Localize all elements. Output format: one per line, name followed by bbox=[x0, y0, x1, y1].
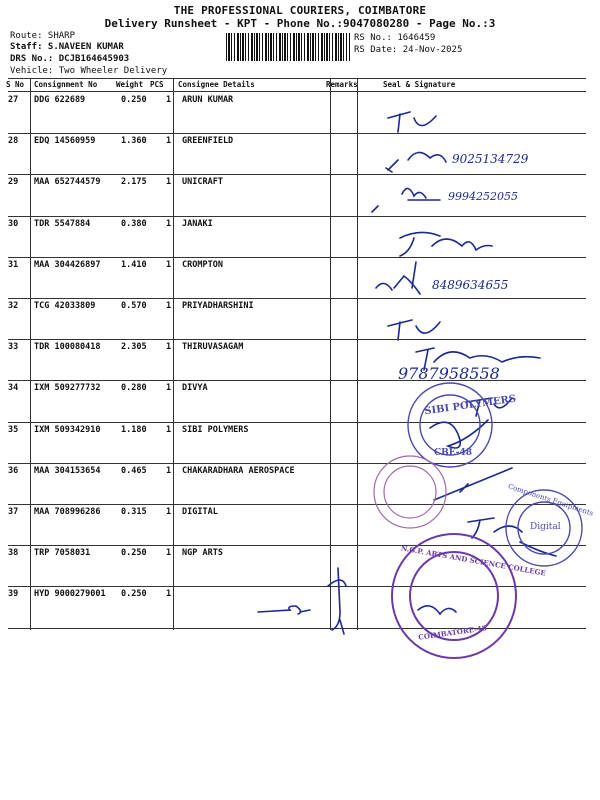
signature-38 bbox=[328, 568, 346, 634]
row-weight: 0.280 bbox=[121, 383, 147, 394]
row-consignment: IXM 509277732 bbox=[34, 383, 101, 394]
row-pcs: 1 bbox=[166, 95, 172, 105]
row-pcs: 1 bbox=[166, 507, 172, 517]
row-sno: 32 bbox=[8, 301, 19, 311]
row-pcs: 1 bbox=[166, 383, 172, 394]
row-weight: 0.465 bbox=[121, 465, 147, 476]
row-pcs: 1 bbox=[166, 465, 172, 476]
row-consignment: HYD 9000279001 bbox=[34, 589, 106, 600]
row-sno: 27 bbox=[8, 95, 19, 105]
col-consignment: Consignment No bbox=[34, 80, 98, 89]
signature-29 bbox=[372, 188, 440, 212]
row-consignment: DDG 622689 bbox=[34, 95, 86, 105]
drs-label: DRS No.: DCJB164645903 bbox=[10, 54, 130, 64]
row-consignee: THIRUVASAGAM bbox=[182, 342, 244, 353]
row-sno: 34 bbox=[8, 383, 19, 394]
signature-27 bbox=[388, 112, 436, 132]
row-consignee: PRIYADHARSHINI bbox=[182, 301, 254, 311]
sibi-stamp-text: SIBI POLYMERS bbox=[423, 393, 517, 418]
signature-31 bbox=[376, 262, 420, 294]
row-weight: 0.250 bbox=[121, 548, 147, 559]
row-sno: 38 bbox=[8, 548, 19, 559]
row-pcs: 1 bbox=[166, 218, 172, 229]
row-pcs: 1 bbox=[166, 424, 172, 435]
handwritten-phone-29: 9994252055 bbox=[448, 190, 518, 203]
col-weight: Weight bbox=[116, 80, 144, 89]
row-consignee: JANAKI bbox=[182, 218, 213, 229]
row-consignment: MAA 708996286 bbox=[34, 507, 101, 517]
company-title: THE PROFESSIONAL COURIERS, COIMBATORE bbox=[173, 4, 427, 17]
row-consignee: SIBI POLYMERS bbox=[182, 424, 249, 435]
handwritten-phone-28: 9025134729 bbox=[452, 152, 529, 166]
row-consignee: DIVYA bbox=[182, 383, 208, 394]
row-weight: 0.250 bbox=[121, 589, 147, 600]
signature-39 bbox=[258, 606, 310, 614]
row-weight: 0.570 bbox=[121, 301, 147, 311]
row-consignment: MAA 652744579 bbox=[34, 177, 101, 188]
row-sno: 35 bbox=[8, 424, 19, 435]
row-consignee: CROMPTON bbox=[182, 259, 223, 270]
row-sno: 30 bbox=[8, 218, 19, 229]
rs-date: RS Date: 24-Nov-2025 bbox=[354, 45, 463, 55]
signature-30 bbox=[400, 232, 492, 256]
row-weight: 0.380 bbox=[121, 218, 147, 229]
aerospace-stamp bbox=[374, 456, 446, 528]
vehicle-label: Vehicle: Two Wheeler Delivery bbox=[10, 66, 168, 76]
row-sno: 37 bbox=[8, 507, 19, 517]
signature-38-seal bbox=[418, 606, 456, 614]
row-sno: 33 bbox=[8, 342, 19, 353]
rs-number: RS No.: 1646459 bbox=[354, 33, 436, 43]
row-consignee: NGP ARTS bbox=[182, 548, 223, 559]
col-pcs: PCS bbox=[150, 80, 164, 89]
row-pcs: 1 bbox=[166, 177, 172, 188]
row-consignment: EDQ 14560959 bbox=[34, 136, 96, 147]
col-seal: Seal & Signature bbox=[383, 80, 456, 89]
row-consignee: UNICRAFT bbox=[182, 177, 223, 188]
ngp-stamp-bottom: COIMBATORE-48 bbox=[417, 623, 488, 642]
row-sno: 31 bbox=[8, 259, 19, 270]
row-pcs: 1 bbox=[166, 259, 172, 270]
row-pcs: 1 bbox=[166, 342, 172, 353]
row-pcs: 1 bbox=[166, 301, 172, 311]
runsheet-subtitle: Delivery Runsheet - KPT - Phone No.:9047080280 - Page No.:3 bbox=[104, 17, 496, 30]
row-weight: 2.175 bbox=[121, 177, 147, 188]
row-weight: 0.250 bbox=[121, 95, 147, 105]
row-pcs: 1 bbox=[166, 136, 172, 147]
route-label: Route: SHARP bbox=[10, 31, 76, 41]
sibi-stamp-code: CBE-48 bbox=[434, 448, 473, 458]
row-sno: 28 bbox=[8, 136, 19, 147]
row-pcs: 1 bbox=[166, 589, 172, 600]
row-consignment: IXM 509342910 bbox=[34, 424, 101, 435]
col-consignee: Consignee Details bbox=[178, 80, 255, 89]
digital-stamp-ring: Components Equipments bbox=[506, 482, 595, 518]
row-consignment: TCG 42033809 bbox=[34, 301, 96, 311]
row-consignment: MAA 304153654 bbox=[34, 465, 101, 476]
digital-stamp-center: Digital bbox=[530, 522, 561, 532]
row-sno: 29 bbox=[8, 177, 19, 188]
col-remarks: Remarks bbox=[326, 80, 358, 89]
row-weight: 0.315 bbox=[121, 507, 147, 517]
handwritten-phone-31: 8489634655 bbox=[432, 278, 509, 292]
handwritten-phone-33: 9787958558 bbox=[398, 364, 500, 383]
col-sno: S No bbox=[6, 80, 25, 89]
row-pcs: 1 bbox=[166, 548, 172, 559]
row-sno: 39 bbox=[8, 589, 19, 600]
row-consignee: CHAKARADHARA AEROSPACE bbox=[182, 465, 295, 476]
staff-label: Staff: S.NAVEEN KUMAR bbox=[10, 42, 124, 52]
row-weight: 1.180 bbox=[121, 424, 147, 435]
row-consignment: TDR 5547884 bbox=[34, 218, 91, 229]
row-consignee: ARUN KUMAR bbox=[182, 95, 234, 105]
signature-32 bbox=[388, 320, 440, 340]
row-sno: 36 bbox=[8, 465, 19, 476]
row-consignee: DIGITAL bbox=[182, 507, 218, 517]
row-weight: 1.410 bbox=[121, 259, 147, 270]
row-consignment: TRP 7058031 bbox=[34, 548, 91, 559]
row-consignment: MAA 304426897 bbox=[34, 259, 101, 270]
ngp-stamp-top: N.G.P. ARTS AND SCIENCE COLLEGE bbox=[400, 543, 547, 578]
row-consignee: GREENFIELD bbox=[182, 136, 234, 147]
row-weight: 2.305 bbox=[121, 342, 147, 353]
signature-28 bbox=[386, 152, 446, 172]
row-weight: 1.360 bbox=[121, 136, 147, 147]
row-consignment: TDR 100080418 bbox=[34, 342, 101, 353]
